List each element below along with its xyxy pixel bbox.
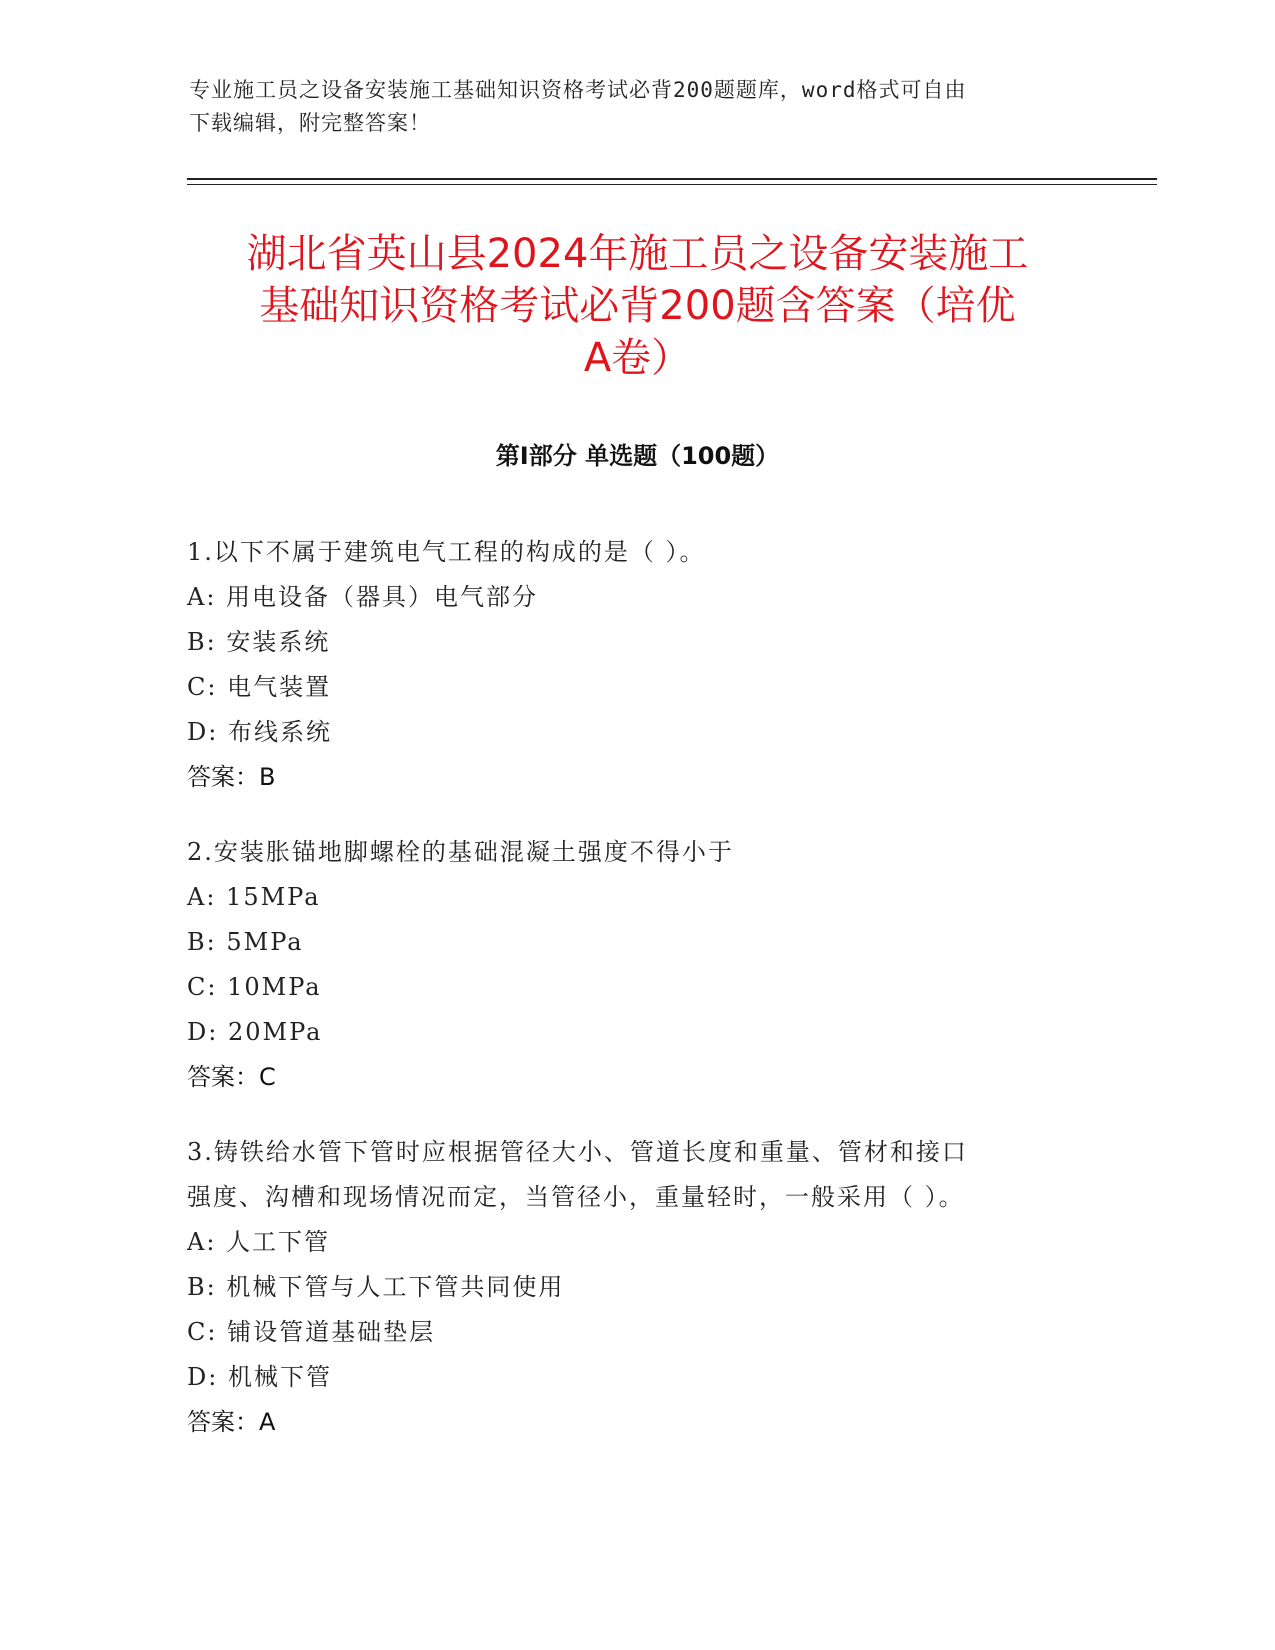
option-d: D: 机械下管 [187,1363,332,1391]
document-title-line-3: A卷） [583,335,692,381]
header-note-line-1: 专业施工员之设备安装施工基础知识资格考试必背200题题库，word格式可自由 [189,78,967,102]
answer: 答案：C [187,1063,276,1091]
question-stem-line-1: 3.铸铁给水管下管时应根据管径大小、管道长度和重量、管材和接口 [187,1138,968,1166]
question-stem: 2.安装胀锚地脚螺栓的基础混凝土强度不得小于 [187,838,734,866]
answer: 答案：A [187,1408,276,1436]
document-title-line-1: 湖北省英山县2024年施工员之设备安装施工 [246,231,1029,277]
header-note-line-2: 下载编辑，附完整答案！ [189,111,431,135]
answer: 答案：B [187,763,276,791]
question-3 [187,1130,1087,1445]
option-a: A: 人工下管 [187,1228,331,1256]
question-2 [187,830,1087,1100]
option-a: A: 15MPa [187,883,321,911]
option-b: B: 机械下管与人工下管共同使用 [187,1273,565,1301]
option-d: D: 20MPa [187,1018,323,1046]
question-1 [187,530,1087,800]
document-title [180,228,1095,384]
option-c: C: 铺设管道基础垫层 [187,1318,436,1346]
question-stem: 1.以下不属于建筑电气工程的构成的是（ ）。 [187,538,706,566]
question-stem-line-2: 强度、沟槽和现场情况而定，当管径小，重量轻时，一般采用（ ）。 [187,1183,965,1211]
option-b: B: 5MPa [187,928,304,956]
section-heading: 第Ⅰ部分 单选题（100题） [495,442,780,470]
header-note [189,74,1069,140]
option-d: D: 布线系统 [187,718,332,746]
document-title-line-2: 基础知识资格考试必背200题含答案（培优 [259,283,1016,329]
option-a: A: 用电设备（器具）电气部分 [187,583,539,611]
option-c: C: 电气装置 [187,673,332,701]
option-c: C: 10MPa [187,973,322,1001]
header-rule-thin [187,184,1157,185]
option-b: B: 安装系统 [187,628,331,656]
question-list [187,530,1087,1475]
header-rule-thick [187,178,1157,180]
